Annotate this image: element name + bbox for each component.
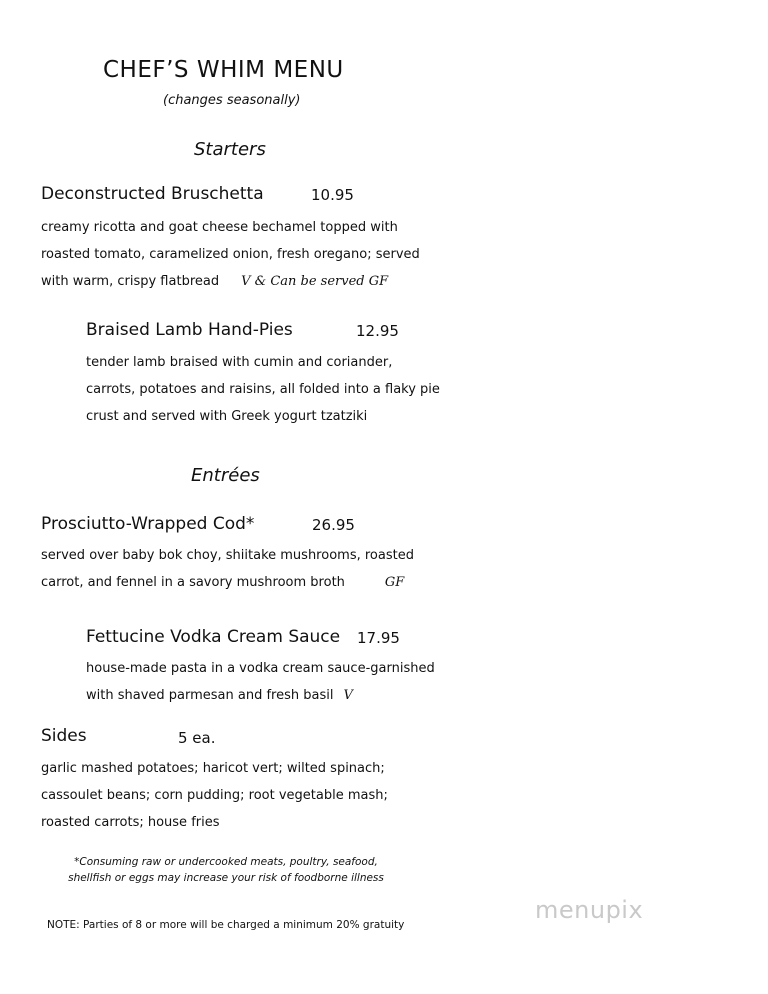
item-desc-cod: served over baby bok choy, shiitake mushrooms, roasted carrot, and fennel in a savory mushroom broth GF xyxy=(41,548,414,590)
item-price-fettucine: 17.95 xyxy=(357,629,400,647)
sides-price: 5 ea. xyxy=(178,729,216,747)
sides-heading: Sides xyxy=(41,726,87,746)
health-advisory-footnote: *Consuming raw or undercooked meats, poultry, seafood, shellfish or eggs may increase your risk of foodborne illness xyxy=(68,856,384,884)
dietary-tag: V & Can be served GF xyxy=(241,274,389,289)
item-name-bruschetta: Deconstructed Bruschetta xyxy=(41,184,264,204)
item-price-lamb-hand-pies: 12.95 xyxy=(356,322,399,340)
item-desc-bruschetta: creamy ricotta and goat cheese bechamel topped with roasted tomato, caramelized onion, fresh oregano; served with warm, crispy flatbread V & Can be served GF xyxy=(41,220,420,289)
menu-subtitle: (changes seasonally) xyxy=(163,93,301,108)
watermark-logo: menupix xyxy=(535,896,644,924)
sides-list: garlic mashed potatoes; haricot vert; wilted spinach; cassoulet beans; corn pudding; root vegetable mash; roasted carrots; house fries xyxy=(41,761,388,830)
section-heading-entrees: Entrées xyxy=(191,465,260,486)
section-heading-starters: Starters xyxy=(194,139,266,160)
menu-title: CHEF’S WHIM MENU xyxy=(103,57,344,83)
item-name-lamb-hand-pies: Braised Lamb Hand-Pies xyxy=(86,320,293,340)
item-desc-fettucine: house-made pasta in a vodka cream sauce-garnished with shaved parmesan and fresh basil V xyxy=(86,661,435,703)
item-desc-lamb-hand-pies: tender lamb braised with cumin and coriander, carrots, potatoes and raisins, all folded into a flaky pie crust and served with Greek yogurt tzatziki xyxy=(86,355,440,424)
dietary-tag: GF xyxy=(384,575,405,590)
dietary-tag: V xyxy=(343,688,353,703)
item-name-fettucine: Fettucine Vodka Cream Sauce xyxy=(86,627,341,647)
item-price-bruschetta: 10.95 xyxy=(311,186,354,204)
item-name-cod: Prosciutto-Wrapped Cod* xyxy=(41,514,255,534)
gratuity-note: NOTE: Parties of 8 or more will be charged a minimum 20% gratuity xyxy=(47,919,405,931)
item-price-cod: 26.95 xyxy=(312,516,355,534)
